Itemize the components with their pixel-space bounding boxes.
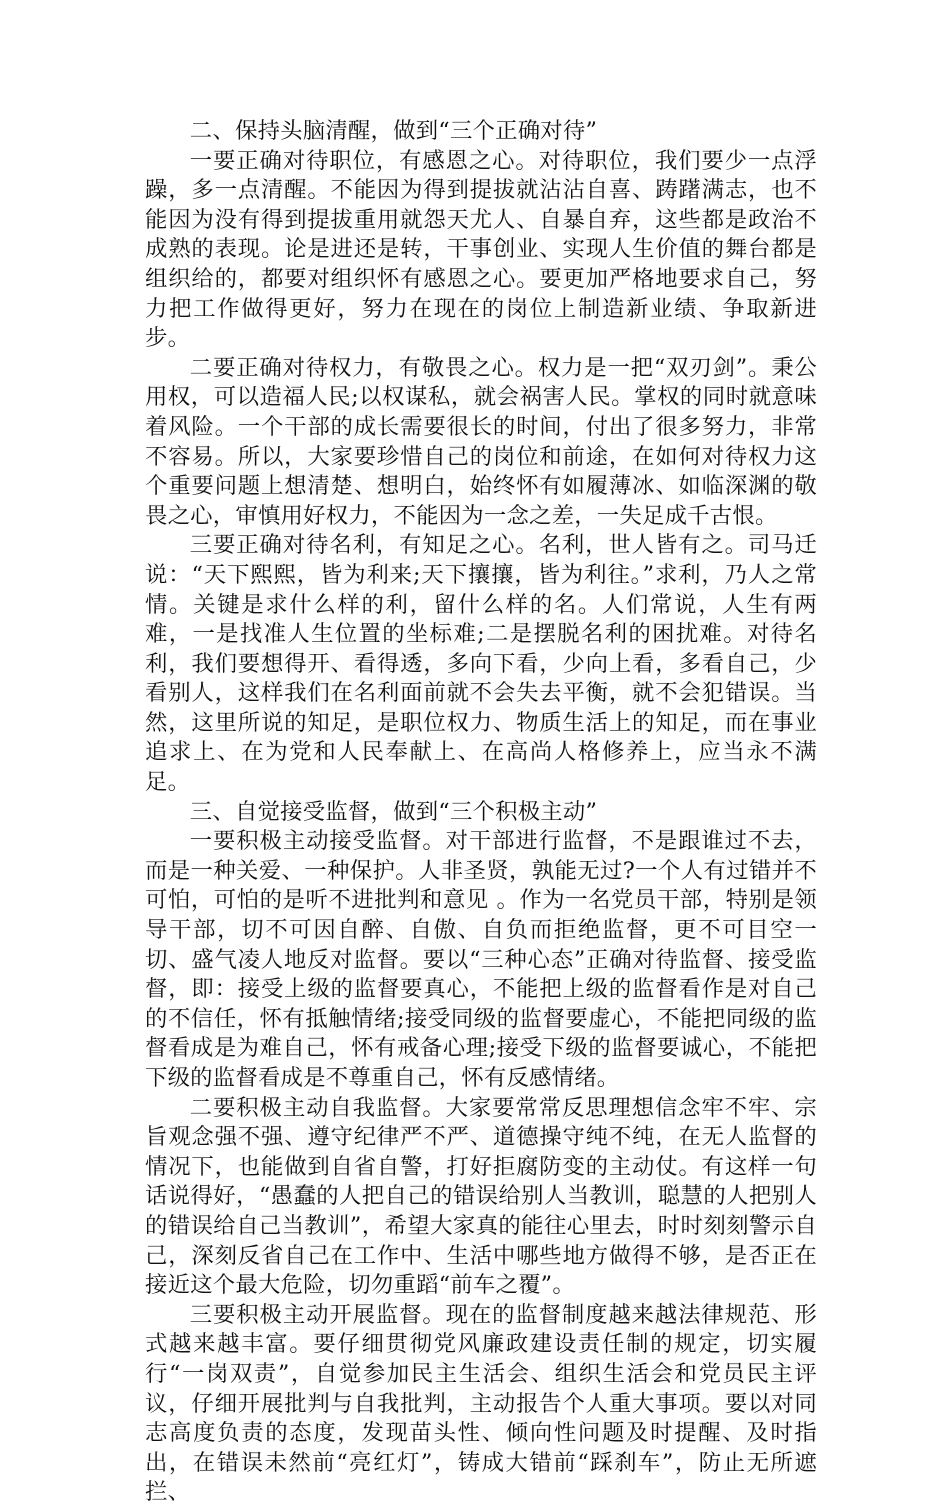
paragraph-carry-out-supervision: 三要积极主动开展监督。现在的监督制度越来越法律规范、形式越来越丰富。要仔细贯彻党风廉政建设责任制的规定，切实履行“一岗双责”，自觉参加民主生活会、组织生活会和党员民主评议，仔细开展批判与自我批判，主动报告个人重大事项。要以对同志高度负责的态度，发现苗头性、倾向性问题及时提醒、及时指出，在错误未然前“亮红灯”，铸成大错前“踩刹车”，防止无所遮拦、 [145,1301,817,1506]
paragraph-position: 一要正确对待职位，有感恩之心。对待职位，我们要少一点浮躁，多一点清醒。不能因为得到提拔就沾沾自喜、踌躇满志，也不能因为没有得到提拔重用就怨天尤人、自暴自弃，这些都是政治不成熟的表现。论是进还是转，干事创业、实现人生价值的舞台都是组织给的，都要对组织怀有感恩之心。要更加严格地要求自己，努力把工作做得更好，努力在现在的岗位上制造新业绩、争取新进步。 [145,147,817,352]
paragraph-self-supervision: 二要积极主动自我监督。大家要常常反思理想信念牢不牢、宗旨观念强不强、遵守纪律严不严、道德操守纯不纯，在无人监督的情况下，也能做到自省自警，打好拒腐防变的主动仗。有这样一句话说得好，“愚蠢的人把自己的错误给别人当教训，聪慧的人把别人的错误给自己当教训”，希望大家真的能往心里去，时时刻刻警示自己，深刻反省自己在工作中、生活中哪些地方做得不够，是否正在接近这个最大危险，切勿重蹈“前车之覆”。 [145,1094,817,1299]
paragraph-accept-supervision: 一要积极主动接受监督。对干部进行监督，不是跟谁过不去，而是一种关爱、一种保护。人非圣贤，孰能无过?一个人有过错并不可怕，可怕的是听不进批判和意见 。作为一名党员干部，特别是领导干部，切不可因自醉、自傲、自负而拒绝监督，更不可目空一切、盛气凌人地反对监督。要以“三种心态”正确对待监督、接受监督，即：接受上级的监督要真心，不能把上级的监督看作是对自己的不信任，怀有抵触情绪;接受同级的监督要虚心，不能把同级的监督看成是为难自己，怀有戒备心理;接受下级的监督要诚心，不能把下级的监督看成是不尊重自己，怀有反感情绪。 [145,828,817,1091]
section-heading-3: 三、自觉接受监督，做到“三个积极主动” [189,798,598,825]
section-heading-2: 二、保持头脑清醒，做到“三个正确对待” [189,118,598,144]
document-page [145,117,817,1508]
paragraph-power: 二要正确对待权力，有敬畏之心。权力是一把“双刃剑”。秉公用权，可以造福人民;以权谋私，就会祸害人民。掌权的同时就意味着风险。一个干部的成长需要很长的时间，付出了很多努力，非常不容易。所以，大家要珍惜自己的岗位和前途，在如何对待权力这个重要问题上想清楚、想明白，始终怀有如履薄冰、如临深渊的敬畏之心，审慎用好权力，不能因为一念之差，一失足成千古恨。 [145,354,817,529]
paragraph-fame: 三要正确对待名利，有知足之心。名利，世人皆有之。司马迁说：“天下熙熙，皆为利来;天下攘攘，皆为利往。”求利，乃人之常情。关键是求什么样的利，留什么样的名。人们常说，人生有两难，一是找准人生位置的坐标难;二是摆脱名利的困扰难。对待名利，我们要想得开、看得透，多向下看，少向上看，多看自己，少看别人，这样我们在名利面前就不会失去平衡，就不会犯错误。当然，这里所说的知足，是职位权力、物质生活上的知足，而在事业追求上、在为党和人民奉献上、在高尚人格修养上，应当永不满足。 [145,532,817,796]
